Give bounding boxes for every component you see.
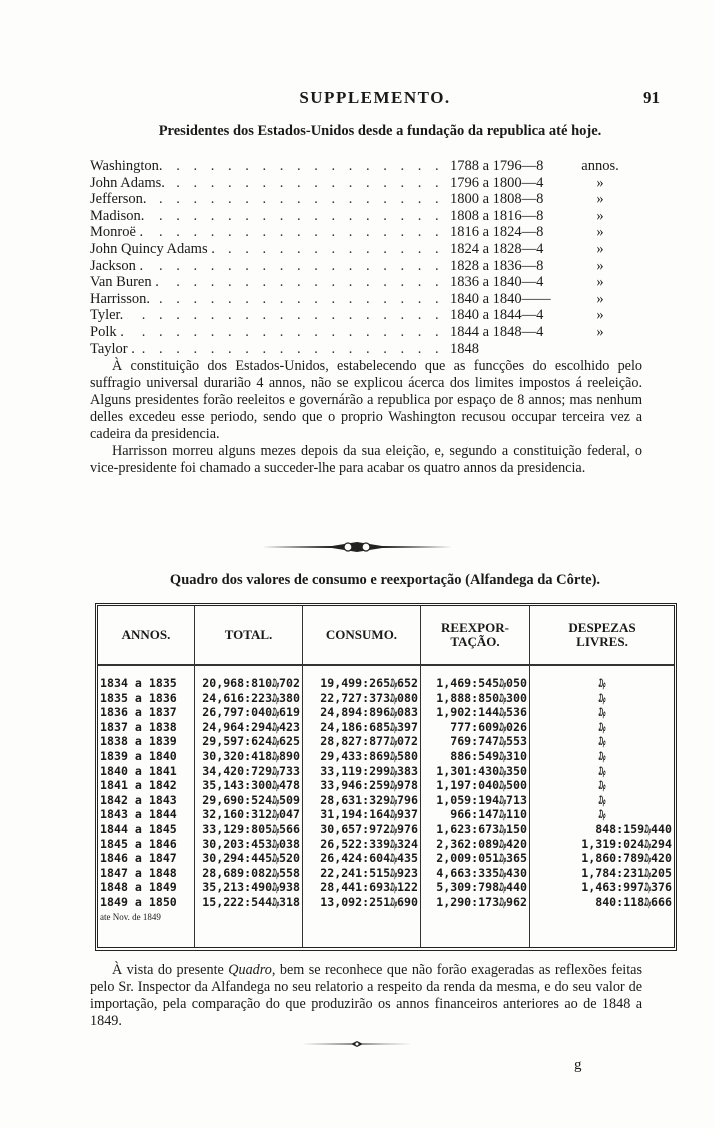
cell-reexportacao: 1,197:040₯500 <box>421 778 530 793</box>
cell-consumo: 28,827:877₯072 <box>303 734 421 749</box>
president-name: Jefferson. <box>90 191 151 207</box>
cell-consumo: 26,522:339₯324 <box>303 837 421 852</box>
cell-total: 35,143:300₯478 <box>195 778 303 793</box>
president-name-cell <box>90 274 450 291</box>
ornament-divider <box>0 540 714 554</box>
table-title: Quadro dos valores de consumo e reexportação (Alfandega da Côrte). <box>169 572 601 588</box>
cell-reexportacao: 769:747₯553 <box>421 734 530 749</box>
cell-consumo: 22,241:515₯923 <box>303 866 421 881</box>
cell-reexportacao: 4,663:335₯430 <box>421 866 530 881</box>
cell-total: 15,222:544₯318 <box>195 895 303 910</box>
president-term: 1840 a 1844—4 <box>450 307 544 324</box>
cell-reexportacao: 2,362:089₯420 <box>421 837 530 852</box>
president-term: 1796 a 1800—4 <box>450 174 544 191</box>
cell-years: 1849 a 1850 <box>98 895 195 910</box>
header-total: TOTAL. <box>195 606 303 665</box>
ornament-small-icon <box>302 1040 412 1048</box>
table-spacer-row <box>98 665 674 676</box>
table-row <box>98 764 674 779</box>
cell-consumo: 26,424:604₯435 <box>303 851 421 866</box>
cell-years: 1848 a 1849 <box>98 880 195 895</box>
president-unit: » <box>596 274 604 291</box>
running-head <box>90 88 660 110</box>
cell-consumo: 24,894:896₯083 <box>303 705 421 720</box>
table-row <box>98 807 674 822</box>
running-title: SUPPLEMENTO. <box>299 88 451 107</box>
ornament-divider-small <box>0 1040 714 1048</box>
header-years: ANNOS. <box>98 606 195 665</box>
president-name: Van Buren . <box>90 274 163 290</box>
table-header-row <box>98 606 674 665</box>
cell-reexportacao: 1,902:144₯536 <box>421 705 530 720</box>
table-row <box>98 778 674 793</box>
cell-despezas: ₯ <box>598 748 606 763</box>
cell-reexportacao: 1,059:194₯713 <box>421 793 530 808</box>
cell-total: 26,797:040₯619 <box>195 705 303 720</box>
cell-total: 35,213:490₯938 <box>195 880 303 895</box>
cell-despezas: ₯ <box>598 676 606 690</box>
cell-reexportacao: 1,301:430₯350 <box>421 764 530 779</box>
president-unit: » <box>596 174 604 191</box>
president-row <box>90 208 650 225</box>
president-name: Taylor . <box>90 341 139 357</box>
cell-consumo: 22,727:373₯080 <box>303 691 421 706</box>
cell-reexportacao: 1,290:173₯962 <box>421 895 530 910</box>
president-name-cell <box>90 341 450 358</box>
header-reexportacao-text: REEXPOR- TAÇÃO. <box>441 620 509 649</box>
president-term: 1788 a 1796—8 <box>450 158 544 174</box>
president-row <box>90 291 650 308</box>
table-row <box>98 880 674 895</box>
cell-years: 1837 a 1838 <box>98 720 195 735</box>
cell-despezas: ₯ <box>598 690 606 705</box>
cell-years: 1838 a 1839 <box>98 734 195 749</box>
presidents-commentary <box>90 358 642 477</box>
president-row <box>90 274 650 291</box>
president-unit: annos. <box>581 158 619 174</box>
president-name: Tyler. <box>90 307 127 323</box>
cell-total: 24,616:223₯380 <box>195 691 303 706</box>
page-number: 91 <box>643 88 660 107</box>
cell-total: 20,968:810₯702 <box>195 676 303 691</box>
cell-years: 1843 a 1844 <box>98 807 195 822</box>
closing-rest: , bem se reconhece que não forão exageradas as reflexões feitas pelo Sr. Inspector da Alfandega no seu relatorio a respeito da renda da mesma, e do seu valor de importação, pela comparação do que produzirão os annos financeiros anteriores ao de 1848 a 1849. <box>90 962 642 1029</box>
president-name: John Quincy Adams . <box>90 241 219 257</box>
president-unit: » <box>596 307 604 324</box>
cell-years: 1845 a 1846 <box>98 837 195 852</box>
president-row <box>90 324 650 341</box>
president-name-cell <box>90 158 450 175</box>
cell-total: 32,160:312₯047 <box>195 807 303 822</box>
president-term: 1828 a 1836—8 <box>450 257 544 274</box>
cell-reexportacao: 777:609₯026 <box>421 720 530 735</box>
president-term: 1844 a 1848—4 <box>450 323 544 340</box>
cell-total: 34,420:729₯733 <box>195 764 303 779</box>
cell-years: 1840 a 1841 <box>98 764 195 779</box>
president-term: 1836 a 1840—4 <box>450 274 544 291</box>
table-row <box>98 851 674 866</box>
president-name-cell <box>90 224 450 241</box>
cell-reexportacao: 1,888:850₯300 <box>421 691 530 706</box>
cell-years: 1847 a 1848 <box>98 866 195 881</box>
table-body <box>98 665 674 947</box>
closing-emphasis: Quadro <box>228 962 272 978</box>
president-term: 1824 a 1828—4 <box>450 240 544 257</box>
cell-total: 29,690:524₯509 <box>195 793 303 808</box>
president-row <box>90 258 650 275</box>
table-row <box>98 720 674 735</box>
president-unit <box>570 341 630 358</box>
cell-reexportacao: 5,309:798₯440 <box>421 880 530 895</box>
cell-total: 30,320:418₯890 <box>195 749 303 764</box>
cell-years: 1842 a 1843 <box>98 793 195 808</box>
president-unit: » <box>596 290 604 307</box>
president-row <box>90 158 650 175</box>
table-row <box>98 895 674 910</box>
cell-total: 30,203:453₯038 <box>195 837 303 852</box>
president-row <box>90 341 650 358</box>
table-row <box>98 749 674 764</box>
cell-reexportacao: 1,623:673₯150 <box>421 822 530 837</box>
president-name-cell <box>90 241 450 258</box>
table-footnote: ate Nov. de 1849 <box>98 910 195 925</box>
header-reexportacao <box>421 606 530 665</box>
cell-despezas: ₯ <box>598 705 606 720</box>
cell-years: 1841 a 1842 <box>98 778 195 793</box>
cell-consumo: 31,194:164₯937 <box>303 807 421 822</box>
cell-despezas: ₯ <box>598 734 606 749</box>
cell-years: 1836 a 1837 <box>98 705 195 720</box>
table-row <box>98 676 674 691</box>
signature-mark: g <box>574 1057 582 1073</box>
cell-consumo: 29,433:869₯580 <box>303 749 421 764</box>
cell-despezas: 1,463:997₯376 <box>581 880 672 895</box>
cell-despezas: ₯ <box>598 778 606 793</box>
cell-consumo: 28,631:329₯796 <box>303 793 421 808</box>
closing-paragraph <box>90 962 642 1030</box>
cell-consumo: 19,499:265₯652 <box>303 676 421 691</box>
table-row <box>98 734 674 749</box>
president-name-cell <box>90 307 450 324</box>
president-name: Monroë . <box>90 224 147 240</box>
table-tail-row <box>98 924 674 947</box>
cell-years: 1834 a 1835 <box>98 676 195 691</box>
cell-despezas: ₯ <box>598 719 606 734</box>
values-table <box>98 606 674 947</box>
president-unit: » <box>596 191 604 208</box>
header-despezas <box>530 606 675 665</box>
cell-despezas: 1,784:231₯205 <box>581 865 672 880</box>
president-name: Washington. <box>90 158 167 174</box>
president-name-cell <box>90 291 450 308</box>
cell-consumo: 33,946:259₯978 <box>303 778 421 793</box>
table-row <box>98 822 674 837</box>
president-name-cell <box>90 324 450 341</box>
cell-total: 24,964:294₯423 <box>195 720 303 735</box>
cell-despezas: ₯ <box>598 807 606 822</box>
president-name-cell <box>90 191 450 208</box>
president-unit: » <box>596 257 604 274</box>
cell-total: 33,129:805₯566 <box>195 822 303 837</box>
cell-despezas: 1,319:024₯294 <box>581 836 672 851</box>
cell-consumo: 28,441:693₯122 <box>303 880 421 895</box>
president-name: Polk . <box>90 324 128 340</box>
president-name: John Adams. <box>90 175 169 191</box>
presidents-list <box>90 158 650 357</box>
closing-lead: À vista do presente <box>112 962 229 978</box>
table-footnote-row <box>98 910 674 925</box>
cell-years: 1846 a 1847 <box>98 851 195 866</box>
president-name: Madison. <box>90 208 148 224</box>
header-consumo: CONSUMO. <box>303 606 421 665</box>
paragraph-harrisson: Harrisson morreu alguns mezes depois da sua eleição, e, segundo a constituição federal, o vice-presidente foi chamado a succeder-lhe para acabar os quatro annos da presidencia. <box>90 443 642 476</box>
president-term: 1848 <box>450 340 479 357</box>
president-row <box>90 307 650 324</box>
cell-total: 30,294:445₯520 <box>195 851 303 866</box>
ornament-icon <box>262 540 452 554</box>
president-term: 1800 a 1808—8 <box>450 191 544 208</box>
cell-reexportacao: 966:147₯110 <box>421 807 530 822</box>
president-unit: » <box>596 224 604 241</box>
table-row <box>98 705 674 720</box>
cell-years: 1839 a 1840 <box>98 749 195 764</box>
cell-years: 1835 a 1836 <box>98 691 195 706</box>
cell-despezas: 848:159₯440 <box>595 821 672 836</box>
president-row <box>90 175 650 192</box>
cell-reexportacao: 886:549₯310 <box>421 749 530 764</box>
president-row <box>90 191 650 208</box>
cell-consumo: 33,119:299₯383 <box>303 764 421 779</box>
president-name-cell <box>90 175 450 192</box>
paragraph-constitution: À constituição dos Estados-Unidos, estabelecendo que as funcções do escolhido pelo suffragio universal durarião 4 annos, não se explicou ácerca dos limites impostos á reeleição. Alguns presidentes forão reeleitos e governárão a republica por espaço de 8 annos; mas nenhum delles excedeu esse periodo, sendo que o proprio Washington recusou occupar terceira vez a cadeira da presidencia. <box>90 358 642 442</box>
cell-despezas: 1,860:789₯420 <box>581 851 672 866</box>
president-name: Harrisson. <box>90 291 154 307</box>
president-name: Jackson . <box>90 258 147 274</box>
president-unit: » <box>596 207 604 224</box>
cell-total: 29,597:624₯625 <box>195 734 303 749</box>
cell-consumo: 30,657:972₯976 <box>303 822 421 837</box>
cell-reexportacao: 1,469:545₯050 <box>421 676 530 691</box>
president-name-cell <box>90 258 450 275</box>
president-unit: » <box>596 323 604 340</box>
cell-consumo: 24,186:685₯397 <box>303 720 421 735</box>
president-term: 1808 a 1816—8 <box>450 207 544 224</box>
table-row <box>98 866 674 881</box>
president-row <box>90 241 650 258</box>
president-term: 1816 a 1824—8 <box>450 224 544 241</box>
cell-despezas: 840:118₯666 <box>595 894 672 909</box>
table-row <box>98 837 674 852</box>
president-name-cell <box>90 208 450 225</box>
values-table-frame <box>95 603 677 951</box>
president-unit: » <box>596 240 604 257</box>
presidents-heading: Presidentes dos Estados-Unidos desde a fundação da republica até hoje. <box>158 123 602 139</box>
closing-text <box>90 962 642 1030</box>
cell-despezas: ₯ <box>598 763 606 778</box>
cell-despezas: ₯ <box>598 792 606 807</box>
header-despezas-text: DESPEZAS LIVRES. <box>568 620 636 649</box>
table-row <box>98 793 674 808</box>
president-term: 1840 a 1840—— <box>450 290 551 307</box>
cell-total: 28,689:082₯558 <box>195 866 303 881</box>
cell-years: 1844 a 1845 <box>98 822 195 837</box>
cell-consumo: 13,092:251₯690 <box>303 895 421 910</box>
president-row <box>90 224 650 241</box>
cell-reexportacao: 2,009:051₯365 <box>421 851 530 866</box>
table-row <box>98 691 674 706</box>
